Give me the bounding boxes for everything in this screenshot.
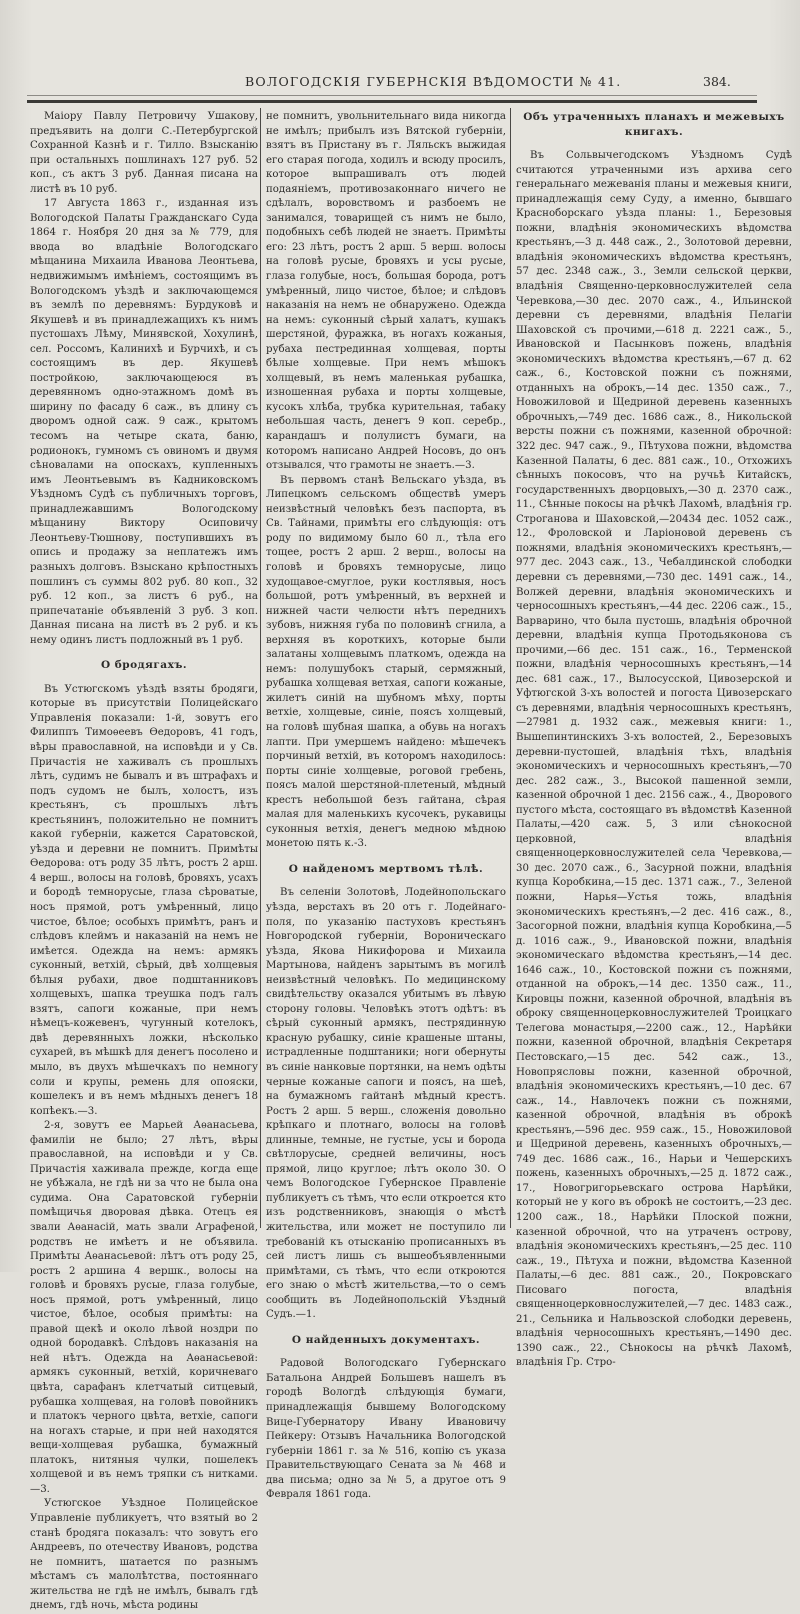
article-paragraph: Въ Устюгскомъ уѣздѣ взяты бродяги, которые въ присутствіи Полицейскаго Управленія показали: 1-й, зовутъ его Филиппъ Тимоѳеевъ Ѳедоровъ, 41 годъ, вѣры православной, на исповѣди и у Св. Причастія не хаживалъ съ прошлыхъ лѣтъ, судимъ не бывалъ и въ штрафахъ и подъ судомъ не былъ, холостъ, изъ крестьянъ, съ прошлыхъ лѣтъ крестьянинъ, положительно не помнитъ какой губерніи, кажется Саратовской, уѣзда и деревни не помнитъ. Примѣты Ѳедорова: отъ роду 35 лѣтъ, ростъ 2 арш. 4 верш., волосы на головѣ, бровяхъ, усахъ и бородѣ темнорусые, глаза сѣроватые, носъ прямой, ротъ умѣренный, лицо чистое, бѣлое; особыхъ примѣтъ, ранъ и слѣдовъ клеймъ и наказаній на немъ не имѣется. Одежда на немъ: армякъ суконный, ветхій, сѣрый, двѣ холщевыя бѣлыя рубахи, двое подштанниковъ холщевыхъ, шапка треушка подъ галъ взятъ, сапоги кожаные, при немъ нѣмецъ-кожевенъ, чугунный котелокъ, двѣ деревянныхъ ложки, нѣсколько сухарей, въ мѣшкѣ для денегъ посолено и мыло, въ двухъ мѣшечкахъ по немногу соли и крупы, ремень для опояски, кошелекъ и въ немъ мѣдныхъ денегъ 18 копѣекъ.—3. [30, 683, 258, 1117]
article-paragraph: Маіору Павлу Петровичу Ушакову, предъявить на долги С.-Петербургской Сохранной Казнѣ и г. Тилло. Взысканію при остальныхъ пошлинахъ 127 руб. 52 коп., съ актъ 3 руб. Данная писана на листѣ въ 10 руб. [30, 111, 258, 195]
newspaper-title: ВОЛОГОДСКІЯ ГУБЕРНСКІЯ ВѢДОМОСТИ № 41. [245, 74, 622, 89]
column-divider [510, 108, 511, 1228]
page-header [0, 74, 800, 94]
section-heading: О бродягахъ. [100, 659, 188, 672]
page-number: 384. [703, 74, 731, 89]
article-paragraph: Устюгское Уѣздное Полицейское Управленіе публикуетъ, что взятый во 2 станѣ бродяга показалъ: что зовутъ его Андреевъ, по отечеству Ивановъ, родства не помнитъ, шатается по разнымъ мѣстамъ съ малолѣтства, постояннаго жительства не гдѣ не имѣлъ, бывалъ гдѣ днемъ, гдѣ ночь, мѣста родины [30, 1498, 258, 1612]
article-paragraph: Радовой Вологодскаго Губернскаго Батальона Андрей Большевъ нашелъ въ городѣ Вологдѣ слѣдующія бумаги, принадлежащія бывшему Вологодскому Вице-Губернатору Ивану Ивановичу Пейкеру: Отзывъ Начальника Вологодской губерніи 1861 г. за № 516, копію съ указа Правительствующаго Сената за № 468 и два письма; одно за № 5, а другое отъ 9 Февраля 1861 года. [266, 1358, 506, 1501]
column-2 [266, 110, 506, 1503]
article-paragraph: Въ первомъ станѣ Вельскаго уѣзда, въ Липецкомъ сельскомъ обществѣ умеръ неизвѣстный человѣкъ безъ паспорта, въ Св. Тайнами, примѣты его слѣдующія: отъ роду по видимому было 60 л., тѣла его тощее, ростъ 2 арш. 2 верш., волосы на головѣ и бровяхъ темнорусые, лицо худощавое-смуглое, руки костлявыя, носъ большой, ротъ умѣренный, въ верхней и нижней части челюсти нѣтъ переднихъ зубовъ, нижняя губа по половинѣ сгнила, а верхняя въ короткихъ, которые были залатаны холщевымъ платкомъ, одежда на немъ: полушубокъ старый, сермяжный, рубашка холщевая ветхая, сапоги кожаные, жилетъ синій на шубномъ мѣху, порты ветхіе, холщевые, синіе, поясъ холщевый, на головѣ шубная шапка, а обувь на ногахъ лапти. При умершемъ найдено: мѣшечекъ порчиный ветхій, въ которомъ находилось: порты синіе холщевые, роговой гребень, поясъ малой шерстяной-плетеный, мѣдный крестъ небольшой безъ гайтана, сѣрая малая для маленькихъ кусочекъ, рукавицы суконныя ветхія, денегъ медною мѣдною монетою пять к.-3. [266, 474, 506, 850]
article-paragraph: 2-я, зовутъ ее Марьей Аѳанасьева, фамиліи не было; 27 лѣтъ, вѣры православной, на исповѣди и у Св. Причастія хаживала прежде, когда еще не убѣжала, не гдѣ ни за что не была она судима. Она Саратовской губерніи помѣщичья дворовая дѣвка. Отецъ ея звали Аѳанасій, мать звали Аграфеной, родствъ не имѣетъ и не объявила. Примѣты Аѳанасьевой: лѣтъ отъ роду 25, ростъ 2 аршина 4 вершк., волосы на головѣ и бровяхъ русые, глаза голубые, носъ прямой, ротъ умѣренный, лицо чистое, бѣлое, особыя примѣты: на правой щекѣ и около лѣвой ноздри по одной бородавкѣ. Слѣдовъ наказанія на ней нѣтъ. Одежда на Аѳанасьевой: армякъ суконный, ветхій, коричневаго цвѣта, сарафанъ клетчатый ситцевый, рубашка холщевая, на головѣ повойникъ и платокъ черного цвѣта, ветхіе, сапоги на ногахъ старые, и при ней находятся вещи-холщевая рубашка, бумажный платокъ, нитяныя чулки, пошелекъ холщевой и въ немъ тряпки съ нитками.—3. [30, 1120, 258, 1495]
header-thin-rule [27, 95, 757, 96]
column-divider [260, 108, 261, 1228]
section-heading: О найденныхъ документахъ. [291, 1333, 481, 1346]
article-paragraph: Въ Сольвычегодскомъ Уѣздномъ Судѣ считаются утраченными изъ архива сего генеральнаго межеванія планы и межевыя книги, принадлежащія сему Суду, а именно, бывшаго Красноборскаго уѣзда планы: 1., Березовыя пожни, владѣнія экономическихъ вѣдомства крестьянъ,—3 д. 448 саж., 2., Золотовой деревни, владѣнія экономическихъ вѣдомства крестьянъ, 57 дес. 2348 саж., 3., Земли сельской церкви, владѣнія Священно-церковнослужителей села Черевкова,—30 дес. 2070 саж., 4., Ильинской деревни съ деревнями, владѣнія Пелагіи Шаховской съ прочими,—618 д. 2221 саж., 5., Ивановской и Пасынковъ пожень, владѣнія экономическихъ вѣдомства крестьянъ,—67 д. 62 саж., 6., Костовской пожни съ пожнями, отданныхъ на оброкъ,—14 дес. 1350 саж., 7., Новожиловой и Щедриной деревень казенныхъ оброчныхъ,—749 дес. 1686 саж., 8., Никольской версты пожни съ пожнями, казенной оброчной: 322 дес. 947 саж., 9., Пѣтухова пожни, вѣдомства Казенной Палаты, 6 дес. 881 саж., 10., Отхожихъ сѣнныхъ покосовъ, что на ручьѣ Китайскъ, государственныхъ дворцовыхъ,—30 д. 2370 саж., 11., Сѣнные покосы на рѣчкѣ Лахомѣ, владѣнія гр. Строганова и Шаховской,—20434 дес. 1052 саж., 12., Фроловской и Ларіоновой деревень съ пожнями, владѣнія экономическихъ крестьянъ,—977 дес. 2043 саж., 13., Чебалдинской слободки деревни съ деревнями,—730 дес. 1491 саж., 14., Волжей деревни, владѣнія экономическихъ и черносошныхъ крестьянъ,—44 дес. 2206 саж., 15., Варварино, что была пустошь, владѣнія оброчной деревни, владѣнія купца Протодьяконова съ прочими,—66 дес. 151 саж., 16., Терменской пожни, владѣнія черносошныхъ крестьянъ,—14 дес. 681 саж., 17., Вылосусской, Цивозерской и Уфтюгской 3-хъ волостей и погоста Цивозерскаго съ деревнями, владѣнія черносошныхъ крестьянъ,—27981 д. 1932 саж., межевыя книги: 1., Вышепинтинскихъ 3-хъ волостей, 2., Березовыхъ деревни-пустошей, владѣнія тѣхъ, владѣнія экономическихъ и черносошныхъ крестьянъ,—70 дес. 282 саж., 3., Высокой пашенной земли, казенной оброчной 1 дес. 2156 саж., 4., Дворового пустого мѣста, состоящаго въ вѣдомствѣ Казенной Палаты,—420 саж. 5, 3 или сѣнокосной церковной, владѣнія священноцерковнослужителей села Черевкова,—30 дес. 2070 саж., 6., Засурной пожни, владѣнія купца Коробкина,—15 дес. 1371 саж., 7., Зеленой пожни, Нарья—Устья тожь, владѣнія экономическихъ крестьянъ,—2 дес. 416 саж., 8., Засогорной пожни, владѣнія купца Коробкина,—5 д. 1016 саж., 9., Ивановской пожни, владѣнія экономическаго вѣдомства крестьянъ,—14 дес. 1646 саж., 10., Костовской пожни съ пожнями, отданной на оброкъ,—14 дес. 1350 саж., 11., Кировцы пожни, казенной оброчной, владѣнія въ оброку священноцерковнослужителей Троицкаго Телегова монастыря,—2200 саж., 12., Нарѣйки пожни, казенной оброчной, владѣнія Секретаря Пестовскаго,—15 дес. 542 саж., 13., Новопрясловы пожни, казенной оброчной, владѣнія экономическихъ крестьянъ,—10 дес. 67 саж., 14., Навлочекъ пожни съ пожнями, казенной оброчной, владѣнія въ оброкѣ крестьянъ,—596 дес. 959 саж., 15., Новожиловой и Щедриной деревень, казенныхъ оброчныхъ,—749 дес. 1686 саж., 16., Нарьи и Чешерскихъ пожень, казенныхъ оброчныхъ,—25 д. 1872 саж., 17., Новогригорьевскаго острова Нарѣйки, который не у кого въ оброкѣ не состоитъ,—23 дес. 1200 саж., 18., Нарѣйки Плоской пожни, казенной оброчной, что на утраченъ острову, владѣнія экономическихъ крестьянъ,—25 дес. 110 саж., 19., Пѣтуха и пожни, вѣдомства Казенной Палаты,—6 дес. 881 саж., 20., Покровскаго Писоваго погоста, владѣнія священноцерковнослужителей,—7 дес. 1483 саж., 21., Сельника и Нальвозской слободки деревень, владѣнія черносошныхъ крестьянъ,—1490 дес. 1390 саж., 22., Сѣнокосы на рѣчкѣ Лахомѣ, владѣнія Гр. Стро- [516, 150, 792, 1369]
column-1 [30, 110, 258, 1614]
article-paragraph: не помнитъ, увольнительнаго вида никогда не имѣлъ; прибылъ изъ Вятской губерніи, взятъ въ Пристану въ г. Ляльскъ выжидая его старая погода, ходилъ и всюду просилъ, которое выпрашивалъ отъ людей подаяніемъ, противозаконнаго ничего не сдѣлалъ, воровствомъ и разбоемъ не занимался, товарищей съ нимъ не было, подобныхъ себѣ людей не знаетъ. Примѣты его: 23 лѣтъ, ростъ 2 арш. 5 верш. волосы на головѣ русые, бровяхъ и усы русые, глаза голубые, носъ, большая борода, ротъ умѣренный, лицо чистое, бѣлое; и слѣдовъ наказанія на немъ не обнаружено. Одежда на немъ: суконный сѣрый халатъ, кушакъ шерстяной, фуражка, въ ногахъ кожаныя, рубаха пестрединная холщевая, порты бѣлые холщевые. При немъ мѣшокъ холщевый, въ немъ маленькая рубашка, изношенная рубаха и порты холщевые, кусокъ хлѣба, трубка курительная, табаку небольшая часть, денегъ 9 коп. серебр., карандашъ и полулистъ бумаги, на которомъ написано Андрей Носовъ, до онъ отзывался, что грамоты не знаетъ.—3. [266, 111, 506, 472]
column-3 [516, 110, 792, 1371]
section-heading: Объ утраченныхъ планахъ и межевыхъ книгахъ. [523, 111, 785, 138]
article-paragraph: Въ селеніи Золотовѣ, Лодейнопольскаго уѣзда, верстахъ въ 20 отъ г. Лодейнаго-поля, по указанію пастуховъ крестьянъ Новгородской губерніи, Вороническаго уѣзда, Якова Никифорова и Михаила Мартынова, найденъ зарытымъ въ могилѣ неизвѣстный человѣкъ. По медицинскому свидѣтельству оказался убитымъ въ лѣвую сторону головы. Человѣкъ этотъ одѣтъ: въ сѣрый суконный армякъ, пестрядинную красную рубашку, синіе крашеные штаны, истрадленные подштаники; ноги обернуты въ синіе нанковые портянки, на немъ одѣты черные кожаные сапоги и поясъ, на шеѣ, на бумажномъ гайтанѣ мѣдный крестъ. Ростъ 2 арш. 5 верш., сложенія довольно крѣпкаго и плотнаго, волосы на головѣ длинные, темные, не густые, усы и борода свѣтлорусые, средней величины, носъ прямой, лицо круглое; лѣтъ около 30. О чемъ Вологодское Губернское Правленіе публикуетъ съ тѣмъ, что если откроется кто изъ родственниковъ, знающія о мѣстѣ жительства, или может не поступило ли требованій къ отысканію прописанныхъ въ сей листъ лишь съ вышеобъявленными примѣтами, съ тѣмъ, что если откроются его знаю о мѣстѣ жительства,—то о семъ сообщить въ Лодейнопольскій Уѣздный Судъ.—1. [266, 887, 506, 1321]
header-rule [27, 100, 757, 103]
article-paragraph: 17 Августа 1863 г., изданная изъ Вологодской Палаты Гражданскаго Суда 1864 г. Ноября 20 дня за № 779, для ввода во владѣніе Вологодскаго мѣщанина Михаила Иванова Леонтьева, недвижимымъ имѣніемъ, состоящимъ въ Вологодскомъ уѣздѣ и заключающемся въ землѣ по деревнямъ: Бурдуковѣ и Якушевѣ и въ принадлежащихъ къ нимъ пустошахъ Лѣму, Минявской, Хохулинѣ, сел. Россомъ, Калинихѣ и Бурчихѣ, и съ состоящимъ въ дер. Якушевѣ постройкою, заключающеюся въ деревянномъ одно-этажномъ домѣ въ ширину по фасаду 6 саж., въ длину съ дворомъ одной саж. 9 саж., крытомъ тесомъ на четыре ската, баню, родионокъ, гумномъ съ овиномъ и двумя сѣновалами на опоскахъ, купленныхъ имъ Леонтьевымъ въ Кадниковскомъ Уѣздномъ Судѣ съ публичныхъ торговъ, принадлежавшимъ Вологодскому мѣщанину Виктору Осиповичу Леонтьеву-Тюшнову, поступившихъ въ опись и продажу за неплатежъ имъ разныхъ долговъ. Взыскано крѣпостныхъ пошлинъ съ суммы 802 руб. 80 коп., 32 руб. 12 коп., за листъ 6 руб., на припечатаніе объявленій 3 руб. 3 коп. Данная писана на листѣ въ 2 руб. и къ нему одинъ листъ подложный въ 1 руб. [30, 198, 258, 646]
section-heading: О найденомъ мертвомъ тѣлѣ. [288, 862, 484, 875]
